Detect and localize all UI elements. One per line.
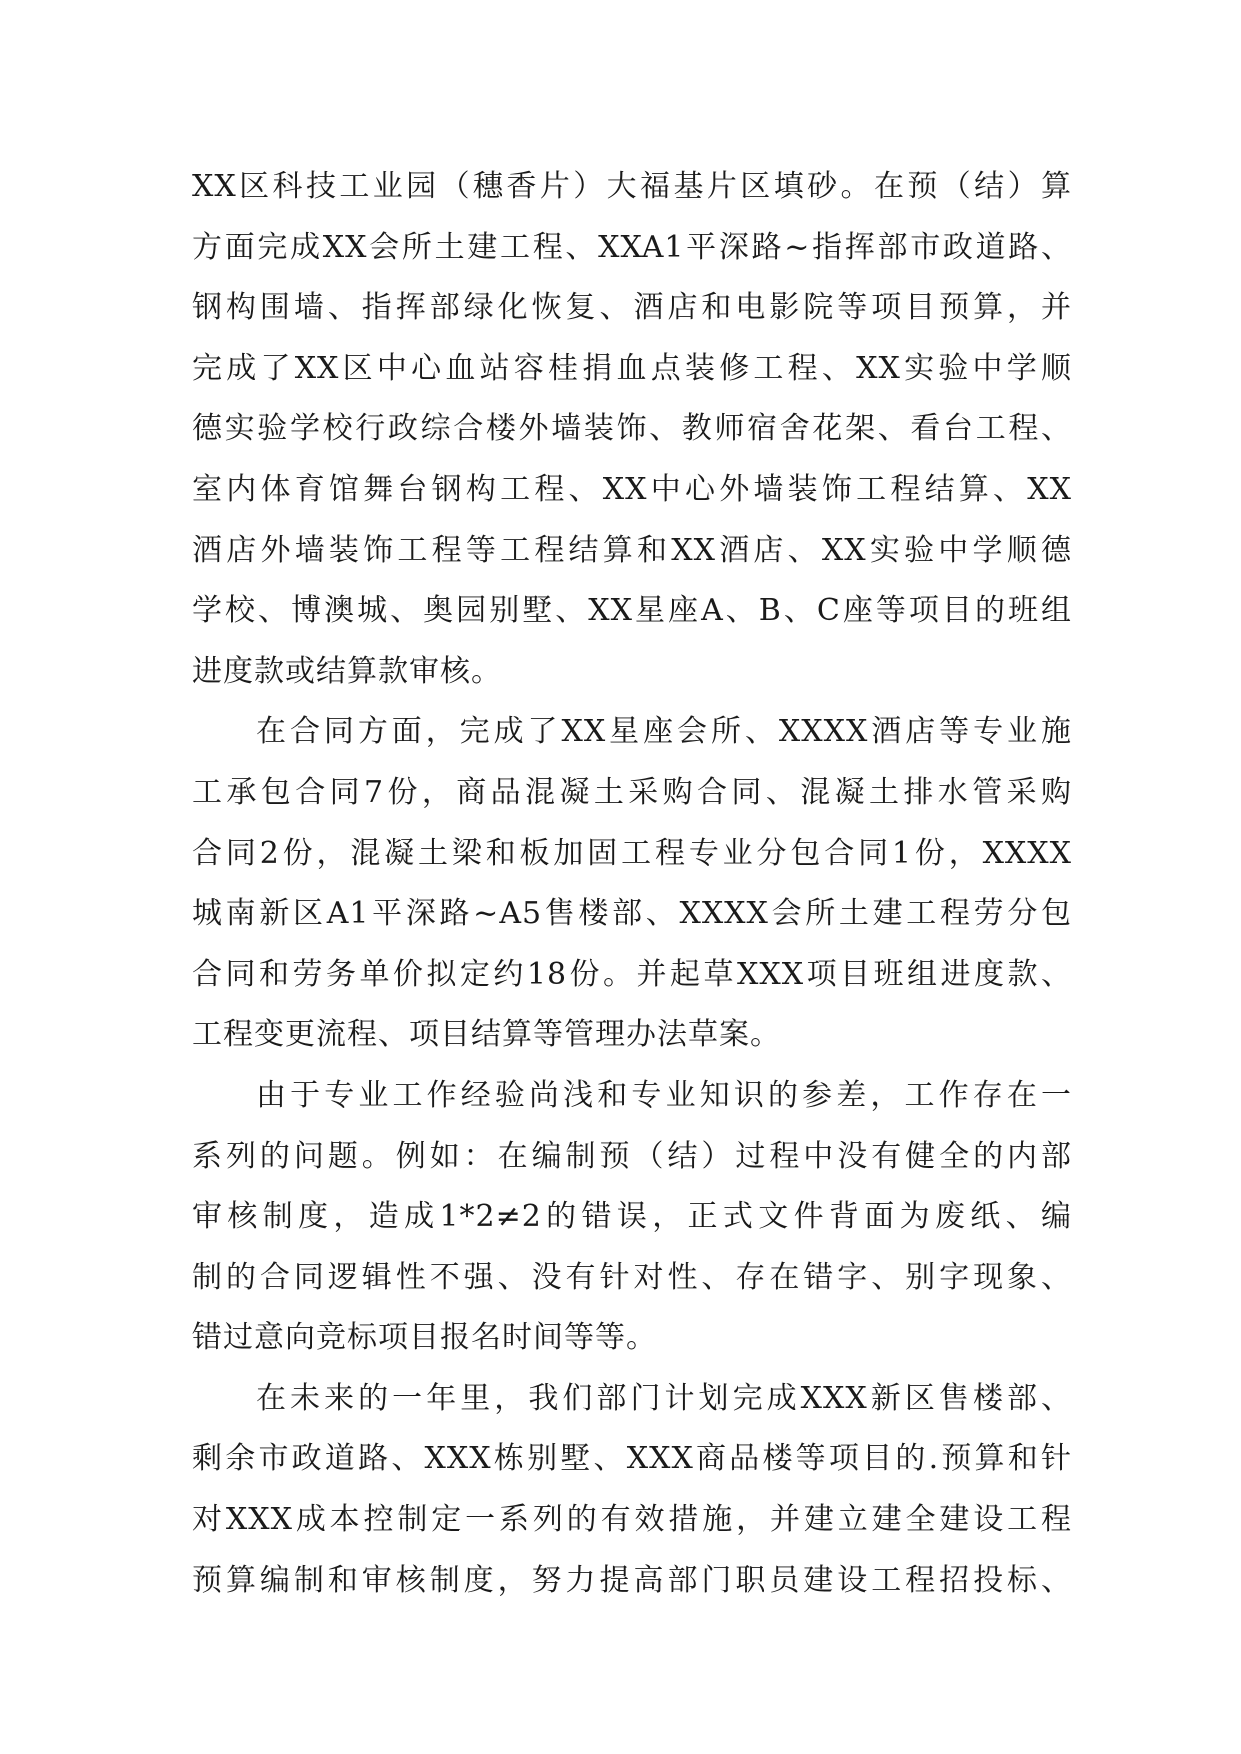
text-line: 工程变更流程、项目结算等管理办法草案。: [192, 1017, 781, 1053]
text-line: 方面完成XX会所土建工程、XXA1平深路~指挥部市政道路、: [192, 229, 1072, 265]
text-line: 合同和劳务单价拟定约18份。并起草XXX项目班组进度款、: [192, 956, 1072, 992]
text-line: 系列的问题。例如：在编制预（结）过程中没有健全的内部: [192, 1138, 1072, 1174]
text-line: 室内体育馆舞台钢构工程、XX中心外墙装饰工程结算、XX: [192, 471, 1072, 507]
text-line: 合同2份，混凝土梁和板加固工程专业分包合同1份，XXXX: [192, 835, 1072, 871]
text-line: 完成了XX区中心血站容桂捐血点装修工程、XX实验中学顺: [192, 350, 1072, 386]
text-line: 酒店外墙装饰工程等工程结算和XX酒店、XX实验中学顺德: [192, 532, 1072, 568]
text-line: 城南新区A1平深路~A5售楼部、XXXX会所土建工程劳分包: [192, 896, 1072, 932]
text-line: 错过意向竞标项目报名时间等等。: [192, 1320, 657, 1356]
text-line: 审核制度，造成1*2≠2的错误，正式文件背面为废纸、编: [192, 1199, 1072, 1235]
text-line: 钢构围墙、指挥部绿化恢复、酒店和电影院等项目预算，并: [192, 290, 1072, 326]
text-line: 制的合同逻辑性不强、没有针对性、存在错字、别字现象、: [192, 1259, 1072, 1295]
text-line: 进度款或结算款审核。: [192, 653, 502, 689]
paragraph-start-line: 在合同方面，完成了XX星座会所、XXXX酒店等专业施: [256, 714, 1072, 750]
paragraph-start-line: 由于专业工作经验尚浅和专业知识的参差，工作存在一: [256, 1077, 1072, 1113]
text-line: 对XXX成本控制定一系列的有效措施，并建立建全建设工程: [192, 1502, 1072, 1538]
text-line: 剩余市政道路、XXX栋别墅、XXX商品楼等项目的.预算和针: [192, 1441, 1072, 1477]
text-line: 德实验学校行政综合楼外墙装饰、教师宿舍花架、看台工程、: [192, 411, 1072, 447]
text-line: XX区科技工业园（穗香片）大福基片区填砂。在预（结）算: [192, 169, 1072, 204]
text-line: 工承包合同7份，商品混凝土采购合同、混凝土排水管采购: [192, 774, 1072, 810]
paragraph-start-line: 在未来的一年里，我们部门计划完成XXX新区售楼部、: [256, 1380, 1072, 1416]
document-body: [192, 157, 1072, 1611]
text-line: 学校、博澳城、奥园别墅、XX星座A、B、C座等项目的班组: [192, 593, 1072, 629]
text-line: 预算编制和审核制度，努力提高部门职员建设工程招投标、: [192, 1562, 1072, 1598]
